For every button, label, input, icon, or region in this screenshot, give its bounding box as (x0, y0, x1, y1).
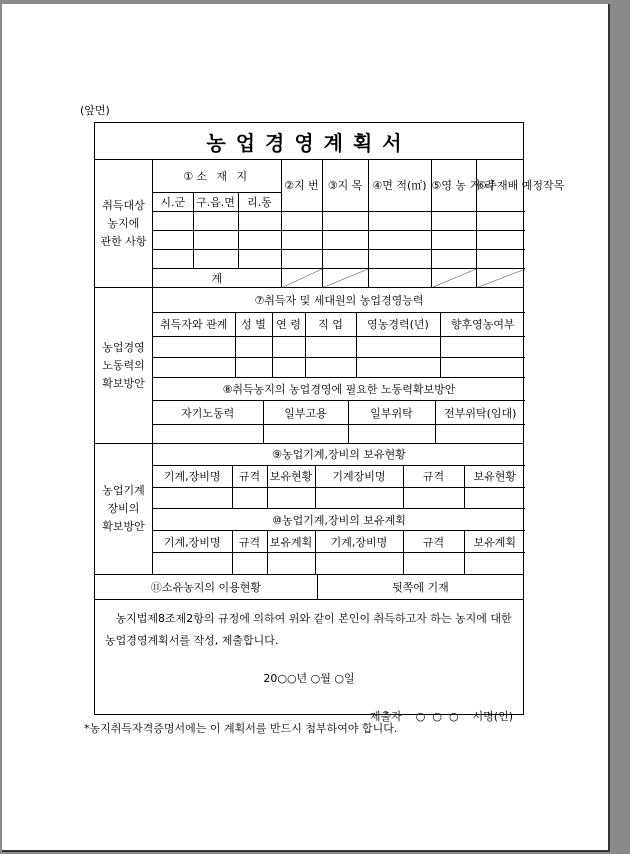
city-county-header: 시.군 (153, 192, 193, 211)
farmland-section-label: 취득대상 농지에 관한 사항 (95, 160, 153, 287)
land-use-label: ⑪소유농지의 이용현황 (95, 575, 318, 599)
total-label: 계 (153, 268, 281, 287)
plan-status-header-2: 보유계획 (464, 531, 525, 553)
area-header: ④면 적(㎡) (368, 160, 431, 211)
lot-number-header: ②지 번 (281, 160, 322, 211)
plan-spec-header: 규격 (232, 531, 267, 553)
plan-spec-header-2: 규격 (403, 531, 464, 553)
labor-section-label: 농업경영 노동력의 확보방안 (95, 288, 153, 443)
own-status-header-2: 보유현황 (464, 465, 525, 487)
labor-table (153, 377, 525, 443)
form-title: 농업경영계획서 (95, 123, 523, 160)
ability-title: ⑦취득자 및 세대원의 농업경영능력 (153, 288, 525, 312)
district-town-header: 구.읍.면 (193, 192, 238, 211)
statement-text: 농지법제8조제2항의 규정에 의하여 위와 같이 본인이 취득하고자 하는 농지에 대한 농업경영계획서를 작성, 제출합니다. (105, 612, 512, 647)
gender-header: 성 별 (235, 312, 272, 337)
see-back-label: 뒷쪽에 기재 (392, 581, 449, 594)
main-crop-header: ⑥주재배 예정작목 (476, 160, 525, 211)
ability-table (153, 288, 525, 377)
labor-title: ⑧취득농지의 농업경영에 필요한 노동력확보방안 (153, 378, 525, 401)
machinery-table (153, 444, 525, 574)
occupation-header: 직 업 (305, 312, 356, 337)
machinery-plan-title: ⑩농업기계,장비의 보유계획 (153, 509, 525, 531)
partial-hire-header: 일부고용 (263, 401, 348, 424)
land-use-row (95, 575, 523, 600)
plan-status-header: 보유계획 (267, 531, 315, 553)
age-header: 연 령 (272, 312, 305, 337)
diagonal-cell (476, 268, 525, 287)
location-header: ①소 재 지 (153, 160, 281, 192)
input-cell[interactable] (153, 211, 193, 230)
machinery-own-title: ⑨농업기계,장비의 보유현황 (153, 444, 525, 465)
own-spec-header-2: 규격 (403, 465, 464, 487)
farming-career-header: 영농경력(년) (356, 312, 440, 337)
plan-machine-name-header-2: 기계,장비명 (315, 531, 403, 553)
front-side-label: (앞면) (80, 104, 110, 117)
own-spec-header: 규격 (232, 465, 267, 487)
machinery-section (95, 444, 523, 575)
total-area-cell[interactable] (368, 268, 431, 287)
full-consign-header: 전부위탁(임대) (435, 401, 525, 424)
submission-date: 20○○년 ○월 ○일 (263, 672, 355, 685)
plan-machine-name-header: 기계,장비명 (153, 531, 232, 553)
own-machine-name-header-2: 기계장비명 (315, 465, 403, 487)
village-header: 리.동 (238, 192, 281, 211)
land-category-header: ③지 목 (322, 160, 368, 211)
self-labor-header: 자기노동력 (153, 401, 263, 424)
partial-consign-header: 일부위탁 (348, 401, 435, 424)
own-machine-name-header: 기계,장비명 (153, 465, 232, 487)
farm-management-plan-form (94, 122, 565, 723)
farmland-section (95, 160, 565, 288)
diagonal-cell (431, 268, 476, 287)
own-status-header: 보유현황 (267, 465, 315, 487)
diagonal-cell (322, 268, 368, 287)
machinery-section-label: 농업기계 장비의 확보방안 (95, 444, 153, 574)
farmland-table (153, 160, 565, 287)
relation-header: 취득자와 관계 (153, 312, 235, 337)
diagonal-cell (281, 268, 322, 287)
future-farming-header: 향후영농여부 (440, 312, 525, 337)
signer-line: 제출자 ○ ○ ○ 서명(인) (369, 710, 513, 723)
footnote: *농지취득자격증명서에는 이 계획서를 반드시 첨부하여야 합니다. (84, 722, 398, 735)
labor-section (95, 288, 523, 444)
farming-distance-header: ⑤영 농 거 리 (431, 160, 476, 211)
document-page (2, 4, 610, 852)
